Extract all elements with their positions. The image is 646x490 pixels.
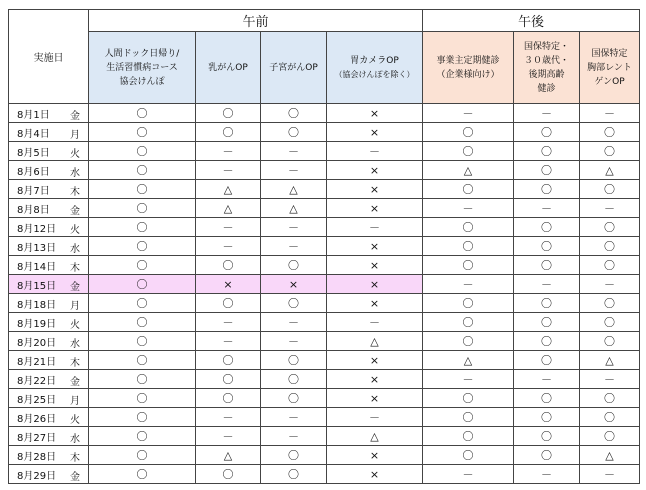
weekday-text: 金 (70, 472, 80, 483)
availability-cell: － (261, 218, 327, 237)
availability-cell: 〇 (89, 313, 196, 332)
pm-group-header: 午後 (423, 10, 640, 32)
availability-cell: － (261, 427, 327, 446)
column-header-line: 乳がんOP (208, 62, 248, 73)
column-header-3 (261, 32, 327, 104)
table-row (9, 446, 640, 465)
availability-cell: × (327, 256, 423, 275)
availability-cell: － (514, 465, 580, 484)
availability-cell: △ (423, 161, 514, 180)
availability-cell: 〇 (514, 123, 580, 142)
date-cell (9, 427, 89, 446)
availability-cell: △ (196, 446, 261, 465)
table-row (9, 161, 640, 180)
date-text: 8月19日 (17, 318, 57, 330)
table-row (9, 408, 640, 427)
availability-cell: 〇 (423, 237, 514, 256)
availability-cell: 〇 (423, 332, 514, 351)
column-header-5 (423, 32, 514, 104)
availability-cell: 〇 (514, 256, 580, 275)
schedule-sheet (8, 9, 640, 484)
availability-cell: 〇 (89, 142, 196, 161)
availability-cell: － (423, 370, 514, 389)
availability-cell: × (196, 275, 261, 294)
availability-cell: 〇 (580, 332, 640, 351)
date-cell (9, 123, 89, 142)
availability-cell: 〇 (261, 465, 327, 484)
availability-cell: × (327, 294, 423, 313)
availability-cell: 〇 (423, 408, 514, 427)
date-cell (9, 275, 89, 294)
column-header-line: 生活習慣病コース (106, 62, 178, 73)
weekday-text: 火 (70, 415, 80, 426)
date-text: 8月8日 (17, 204, 50, 216)
weekday-text: 木 (70, 187, 80, 198)
availability-cell: × (327, 180, 423, 199)
availability-cell: － (196, 427, 261, 446)
date-text: 8月14日 (17, 261, 57, 273)
table-row (9, 275, 640, 294)
availability-cell: △ (580, 351, 640, 370)
column-header-line: 胃カメラOP (350, 55, 399, 66)
availability-cell: 〇 (89, 294, 196, 313)
availability-cell: × (261, 275, 327, 294)
availability-cell: 〇 (89, 465, 196, 484)
date-cell (9, 294, 89, 313)
availability-cell: × (327, 389, 423, 408)
availability-cell: 〇 (261, 370, 327, 389)
column-header-line: 健診 (537, 83, 556, 94)
availability-cell: － (423, 104, 514, 123)
date-cell (9, 199, 89, 218)
availability-cell: － (580, 370, 640, 389)
availability-cell: △ (327, 427, 423, 446)
availability-cell: 〇 (196, 123, 261, 142)
availability-cell: 〇 (89, 161, 196, 180)
date-cell (9, 389, 89, 408)
availability-cell: 〇 (261, 351, 327, 370)
date-cell (9, 351, 89, 370)
column-header-1 (89, 32, 196, 104)
column-header-line: （企業様向け） (436, 69, 500, 80)
availability-cell: × (327, 370, 423, 389)
availability-cell: 〇 (196, 370, 261, 389)
availability-cell: － (514, 275, 580, 294)
availability-cell: － (423, 465, 514, 484)
date-cell (9, 142, 89, 161)
availability-cell: － (514, 199, 580, 218)
availability-cell: 〇 (196, 294, 261, 313)
table-row (9, 332, 640, 351)
availability-cell: 〇 (89, 256, 196, 275)
availability-cell: 〇 (514, 313, 580, 332)
column-header-line: 後期高齢 (528, 69, 565, 80)
availability-cell: 〇 (580, 123, 640, 142)
availability-cell: 〇 (261, 294, 327, 313)
date-cell (9, 313, 89, 332)
availability-cell: 〇 (89, 123, 196, 142)
weekday-text: 水 (70, 434, 80, 445)
availability-cell: △ (196, 180, 261, 199)
date-text: 8月1日 (17, 109, 50, 121)
schedule-table (8, 9, 640, 484)
date-cell (9, 180, 89, 199)
date-text: 8月22日 (17, 375, 57, 387)
availability-cell: － (196, 142, 261, 161)
table-row (9, 123, 640, 142)
availability-cell: 〇 (89, 351, 196, 370)
availability-cell: 〇 (423, 123, 514, 142)
weekday-text: 火 (70, 149, 80, 160)
availability-cell: 〇 (89, 408, 196, 427)
column-header-6 (514, 32, 580, 104)
date-text: 8月12日 (17, 223, 57, 235)
table-row (9, 389, 640, 408)
availability-cell: 〇 (89, 332, 196, 351)
availability-cell: 〇 (89, 180, 196, 199)
availability-cell: 〇 (580, 294, 640, 313)
availability-cell: △ (423, 351, 514, 370)
availability-cell: 〇 (89, 275, 196, 294)
availability-cell: × (327, 275, 423, 294)
availability-cell: 〇 (580, 427, 640, 446)
availability-cell: △ (580, 161, 640, 180)
availability-cell: － (261, 332, 327, 351)
availability-cell: × (327, 104, 423, 123)
availability-cell: － (580, 199, 640, 218)
availability-cell: － (327, 408, 423, 427)
date-cell (9, 161, 89, 180)
table-row (9, 465, 640, 484)
availability-cell: － (261, 408, 327, 427)
table-row (9, 256, 640, 275)
table-row (9, 142, 640, 161)
availability-cell: × (327, 465, 423, 484)
availability-cell: － (196, 332, 261, 351)
availability-cell: 〇 (261, 123, 327, 142)
availability-cell: － (196, 218, 261, 237)
column-header-line: 胸部レント (587, 62, 632, 73)
weekday-text: 月 (70, 301, 80, 312)
availability-cell: － (327, 218, 423, 237)
column-header-line: 事業主定期健診 (436, 55, 500, 66)
availability-cell: × (327, 199, 423, 218)
availability-cell: 〇 (196, 256, 261, 275)
availability-cell: △ (580, 446, 640, 465)
availability-cell: － (327, 142, 423, 161)
column-header-line: 子宮がんOP (269, 62, 318, 73)
weekday-text: 金 (70, 206, 80, 217)
availability-cell: 〇 (580, 218, 640, 237)
date-text: 8月27日 (17, 432, 57, 444)
availability-cell: 〇 (580, 237, 640, 256)
availability-cell: × (327, 237, 423, 256)
date-cell (9, 446, 89, 465)
date-cell (9, 465, 89, 484)
date-text: 8月25日 (17, 394, 57, 406)
table-row (9, 104, 640, 123)
availability-cell: 〇 (514, 294, 580, 313)
availability-cell: － (580, 275, 640, 294)
availability-cell: 〇 (423, 142, 514, 161)
date-cell (9, 104, 89, 123)
weekday-text: 金 (70, 282, 80, 293)
availability-cell: 〇 (423, 218, 514, 237)
availability-cell: △ (327, 332, 423, 351)
date-cell (9, 256, 89, 275)
availability-cell: － (196, 161, 261, 180)
availability-cell: 〇 (580, 180, 640, 199)
availability-cell: － (261, 142, 327, 161)
column-header-line: 国保特定・ (524, 41, 570, 52)
date-text: 8月13日 (17, 242, 57, 254)
column-header-line: ゲンOP (594, 76, 625, 87)
availability-cell: 〇 (89, 427, 196, 446)
date-text: 8月15日 (17, 280, 57, 292)
availability-cell: 〇 (89, 237, 196, 256)
availability-cell: － (580, 465, 640, 484)
availability-cell: － (196, 237, 261, 256)
column-header-line: 協会けんぽ (119, 76, 165, 87)
weekday-text: 木 (70, 358, 80, 369)
date-text: 8月21日 (17, 356, 57, 368)
availability-cell: 〇 (580, 389, 640, 408)
date-text: 8月7日 (17, 185, 50, 197)
availability-cell: 〇 (514, 351, 580, 370)
weekday-text: 火 (70, 225, 80, 236)
date-text: 8月20日 (17, 337, 57, 349)
availability-cell: △ (261, 199, 327, 218)
availability-cell: 〇 (514, 142, 580, 161)
availability-cell: 〇 (89, 199, 196, 218)
availability-cell: 〇 (514, 218, 580, 237)
availability-cell: 〇 (580, 142, 640, 161)
availability-cell: － (423, 199, 514, 218)
table-row (9, 370, 640, 389)
date-text: 8月26日 (17, 413, 57, 425)
availability-cell: 〇 (514, 427, 580, 446)
availability-cell: － (423, 275, 514, 294)
weekday-text: 水 (70, 339, 80, 350)
availability-cell: × (327, 446, 423, 465)
availability-cell: 〇 (196, 104, 261, 123)
availability-cell: 〇 (196, 351, 261, 370)
date-text: 8月18日 (17, 299, 57, 311)
availability-cell: － (261, 313, 327, 332)
column-header-note: （協会けんぽを除く） (334, 69, 415, 79)
date-cell (9, 332, 89, 351)
table-row (9, 294, 640, 313)
availability-cell: 〇 (423, 180, 514, 199)
availability-cell: － (514, 104, 580, 123)
weekday-text: 月 (70, 396, 80, 407)
weekday-text: 水 (70, 244, 80, 255)
availability-cell: 〇 (514, 408, 580, 427)
date-cell (9, 370, 89, 389)
column-header-2 (196, 32, 261, 104)
availability-cell: － (514, 370, 580, 389)
weekday-text: 月 (70, 130, 80, 141)
column-header-line: ３０歳代・ (524, 55, 570, 66)
availability-cell: 〇 (261, 446, 327, 465)
table-row (9, 351, 640, 370)
availability-cell: × (327, 123, 423, 142)
availability-cell: － (261, 161, 327, 180)
availability-cell: 〇 (89, 218, 196, 237)
availability-cell: 〇 (261, 389, 327, 408)
availability-cell: 〇 (261, 256, 327, 275)
weekday-text: 火 (70, 320, 80, 331)
availability-cell: 〇 (580, 256, 640, 275)
date-text: 8月29日 (17, 470, 57, 482)
date-column-header: 実施日 (9, 10, 89, 104)
date-text: 8月28日 (17, 451, 57, 463)
availability-cell: 〇 (423, 313, 514, 332)
availability-cell: 〇 (423, 294, 514, 313)
availability-cell: － (261, 237, 327, 256)
availability-cell: 〇 (423, 427, 514, 446)
availability-cell: － (196, 313, 261, 332)
table-row (9, 180, 640, 199)
availability-cell: 〇 (580, 408, 640, 427)
column-header-line: 国保特定 (591, 48, 628, 59)
availability-cell: × (327, 161, 423, 180)
date-text: 8月6日 (17, 166, 50, 178)
weekday-text: 木 (70, 453, 80, 464)
availability-cell: × (327, 351, 423, 370)
availability-cell: 〇 (89, 104, 196, 123)
schedule-body (9, 104, 640, 484)
availability-cell: 〇 (89, 446, 196, 465)
weekday-text: 金 (70, 377, 80, 388)
date-text: 8月4日 (17, 128, 50, 140)
date-cell (9, 218, 89, 237)
column-header-row (9, 32, 640, 104)
table-row (9, 313, 640, 332)
am-group-header: 午前 (89, 10, 423, 32)
table-row (9, 218, 640, 237)
availability-cell: △ (261, 180, 327, 199)
availability-cell: － (196, 408, 261, 427)
date-cell (9, 408, 89, 427)
availability-cell: 〇 (580, 313, 640, 332)
availability-cell: － (580, 104, 640, 123)
availability-cell: 〇 (514, 180, 580, 199)
column-header-4 (327, 32, 423, 104)
column-header-line: 人間ドック日帰り/ (104, 48, 180, 59)
availability-cell: 〇 (423, 389, 514, 408)
column-header-7 (580, 32, 640, 104)
availability-cell: 〇 (196, 465, 261, 484)
availability-cell: 〇 (514, 446, 580, 465)
date-text: 8月5日 (17, 147, 50, 159)
group-header-row (9, 10, 640, 32)
table-row (9, 427, 640, 446)
availability-cell: 〇 (423, 446, 514, 465)
table-row (9, 199, 640, 218)
availability-cell: 〇 (514, 161, 580, 180)
date-cell (9, 237, 89, 256)
availability-cell: 〇 (89, 370, 196, 389)
availability-cell: 〇 (89, 389, 196, 408)
availability-cell: △ (196, 199, 261, 218)
weekday-text: 金 (70, 111, 80, 122)
availability-cell: 〇 (261, 104, 327, 123)
availability-cell: 〇 (196, 389, 261, 408)
availability-cell: 〇 (514, 389, 580, 408)
table-row (9, 237, 640, 256)
availability-cell: 〇 (423, 256, 514, 275)
weekday-text: 水 (70, 168, 80, 179)
availability-cell: 〇 (514, 237, 580, 256)
availability-cell: 〇 (514, 332, 580, 351)
weekday-text: 木 (70, 263, 80, 274)
availability-cell: － (327, 313, 423, 332)
